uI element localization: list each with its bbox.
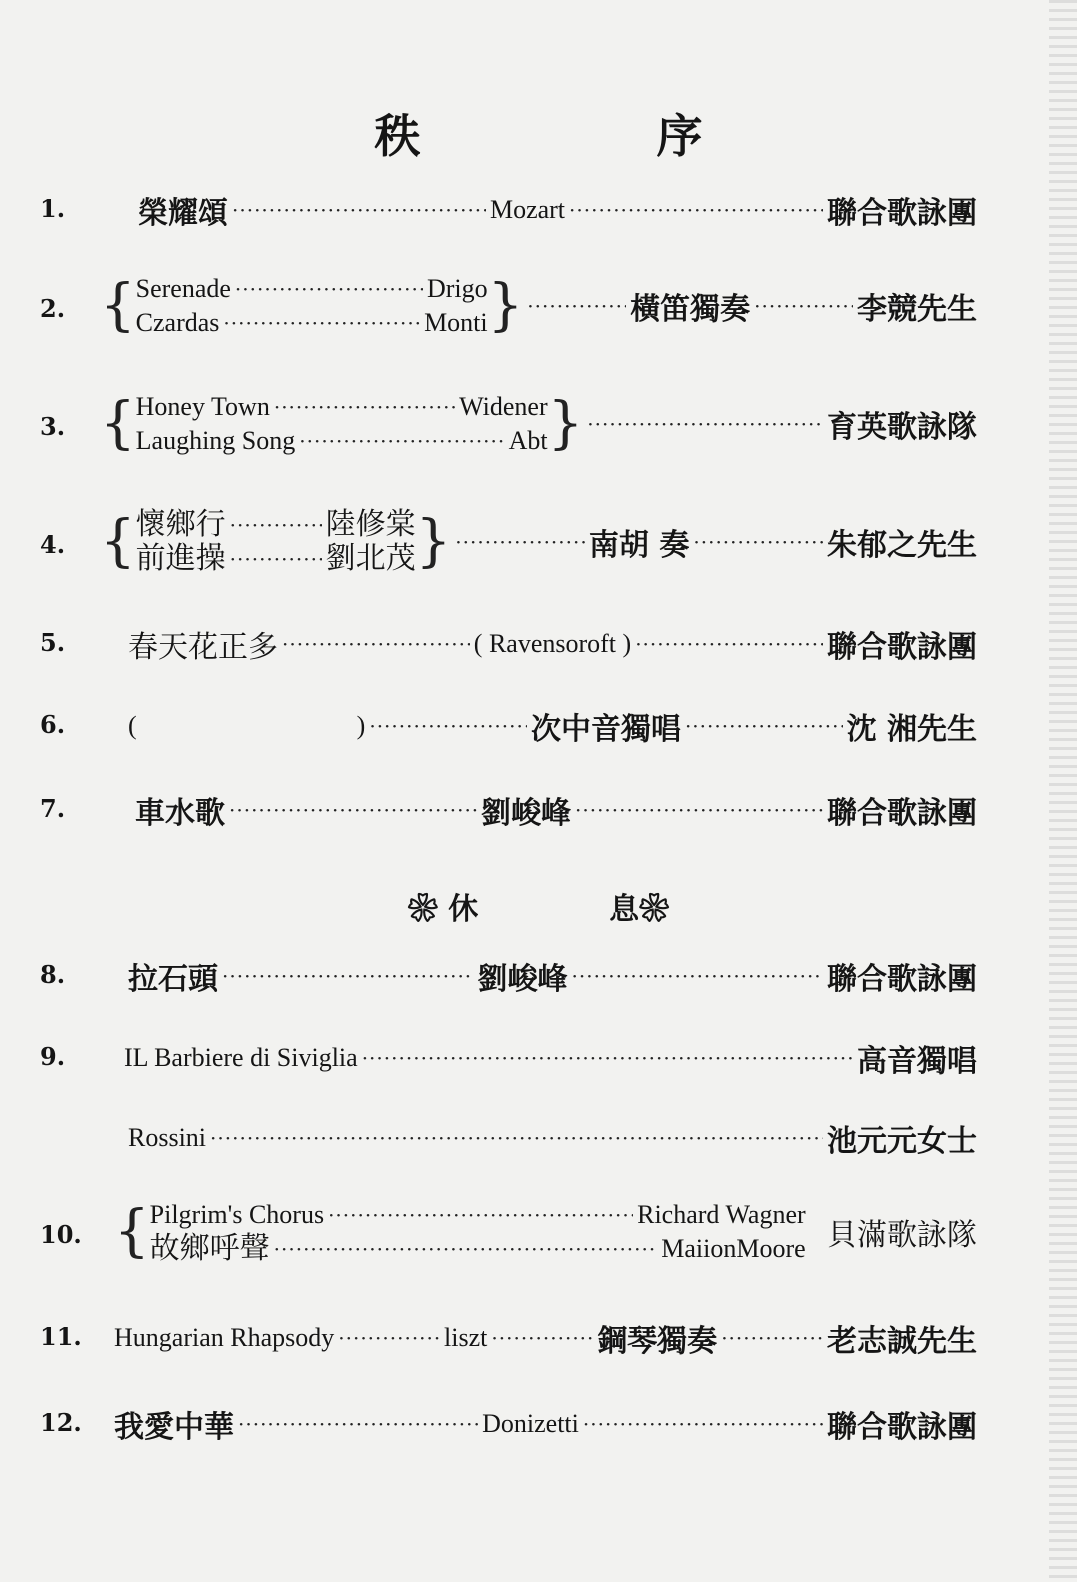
item-number: 12. [40,1408,82,1437]
piece-stack [150,1198,806,1266]
leader-dots [721,1326,823,1350]
item-title: 拉石頭 [128,962,218,997]
item-number: 9. [40,1042,66,1071]
item-performer: 育英歌詠隊 [827,410,977,445]
piece [136,424,548,458]
leader-dots [569,198,823,222]
item-composer: Rossini [128,1123,207,1152]
piece-title: Czardas [135,308,220,337]
item-number: 11. [40,1322,82,1351]
leader-dots [635,632,823,656]
item-number: 4. [40,530,66,559]
item-number: 6. [40,710,66,739]
piece-composer: Richard Wagner [637,1200,806,1229]
item-performer: 老志誠先生 [826,1324,977,1359]
leader-dots [693,530,823,554]
item-title: 我愛中華 [114,1410,234,1445]
item-category: 橫笛獨奏 [630,292,751,327]
brace-open: { [100,273,136,338]
leader-dots [685,714,843,738]
intermission-left: ❀ 休 [407,892,479,927]
piece-title: 懷鄉行 [135,507,226,542]
leader-dots [754,294,853,318]
item-performer: 沈 湘先生 [846,712,978,747]
item-composer: liszt [444,1323,488,1352]
piece-title: 前進操 [135,541,226,576]
piece [136,508,416,542]
leader-dots [222,964,474,988]
piece-title: Serenade [135,274,231,303]
brace-open: { [114,1199,150,1264]
piece-composer: Drigo [426,274,488,303]
item-line [100,272,977,340]
leader-dots [235,272,423,306]
item-number: 7. [40,794,66,823]
leader-dots [223,306,420,340]
item-composer: Mozart [489,195,566,224]
leader-dots [282,632,470,656]
piece [150,1232,806,1266]
leader-dots [230,542,322,576]
item-title: 春天花正多 [128,630,278,665]
brace-open: { [100,509,136,574]
item-performer: 聯合歌詠團 [827,796,977,831]
leader-dots [587,412,823,436]
item-number: 5. [40,628,66,657]
item-composer: Donizetti [482,1409,579,1438]
item-line [128,622,977,666]
intermission-heading [0,884,1077,928]
piece [136,390,548,424]
item-number: 2. [40,294,66,323]
item-performer: 聯合歌詠團 [827,196,977,231]
item-performer: 李競先生 [857,292,977,327]
piece-title: Honey Town [135,392,270,421]
leader-dots [369,714,527,738]
item-category: 鋼琴獨奏 [597,1324,718,1359]
leader-dots [230,508,322,542]
item-performer: 貝滿歌詠隊 [827,1218,977,1253]
item-line [100,508,977,576]
item-composer: 劉峻峰 [481,796,571,831]
item-line [124,1036,977,1080]
item-title: Hungarian Rhapsody [114,1323,335,1352]
piece [136,542,416,576]
item-category: 次中音獨唱 [530,712,681,747]
brace-close: } [487,273,524,338]
item-line [135,788,977,832]
item-performer: 池元元女士 [827,1124,977,1159]
piece-composer: Monti [424,308,488,337]
leader-dots [575,798,823,822]
brace-open: { [100,391,136,456]
leader-dots [491,1326,593,1350]
item-title: 榮耀頌 [138,196,228,231]
piece-title: Pilgrim's Chorus [149,1200,325,1229]
leader-dots [328,1198,633,1232]
leader-dots [238,1412,478,1436]
piece [150,1198,806,1232]
item-title-close: ) [356,711,366,740]
piece-composer: MaiionMoore [661,1234,806,1263]
item-title: IL Barbiere di Siviglia [124,1043,358,1072]
page-title: 秩 序 [374,109,813,163]
intermission-right: 息❀ [609,892,670,927]
piece-stack [136,508,416,576]
leader-dots [274,390,455,424]
brace-close: } [547,391,584,456]
leader-dots [338,1326,440,1350]
item-number: 8. [40,960,66,989]
leader-dots [299,424,504,458]
piece [136,306,488,340]
brace-close: } [415,509,452,574]
piece [136,272,488,306]
leader-dots [362,1046,853,1070]
piece-composer: 劉北茂 [325,541,416,576]
item-performer: 朱郁之先生 [827,528,978,563]
piece-composer: Abt [508,426,548,455]
item-performer: 聯合歌詠團 [827,630,977,665]
piece-composer: Widener [459,392,548,421]
leader-dots [232,198,486,222]
leader-dots [583,1412,823,1436]
item-category: 南胡 奏 [588,528,690,563]
item-category: 高音獨唱 [857,1044,977,1079]
item-line [114,1402,977,1446]
item-number: 10. [40,1220,82,1249]
leader-dots [274,1232,658,1266]
item-line [114,1198,977,1266]
piece-title: Laughing Song [135,426,296,455]
piece-stack [136,272,488,340]
item-line [128,704,977,748]
item-line [128,954,977,998]
leader-dots [229,798,477,822]
piece-composer: 陸修棠 [325,507,416,542]
leader-dots [527,294,626,318]
item-number: 1. [40,194,66,223]
item-title: 車水歌 [135,796,225,831]
page-edge-shadow [1049,0,1077,1582]
item-composer: ( Ravensoroft ) [473,629,632,658]
leader-dots [572,964,824,988]
item-line [138,188,977,232]
item-performer: 聯合歌詠團 [827,1410,978,1445]
item-composer: 劉峻峰 [477,962,568,997]
item-title-open: ( [128,711,137,740]
piece-stack [136,390,548,458]
item-number: 3. [40,412,66,441]
item-performer: 聯合歌詠團 [827,962,977,997]
piece-title: 故鄉呼聲 [149,1231,270,1266]
item-line [100,390,977,458]
leader-dots [455,530,585,554]
item-line [114,1316,977,1360]
leader-dots [210,1126,823,1150]
item-line [128,1116,977,1160]
